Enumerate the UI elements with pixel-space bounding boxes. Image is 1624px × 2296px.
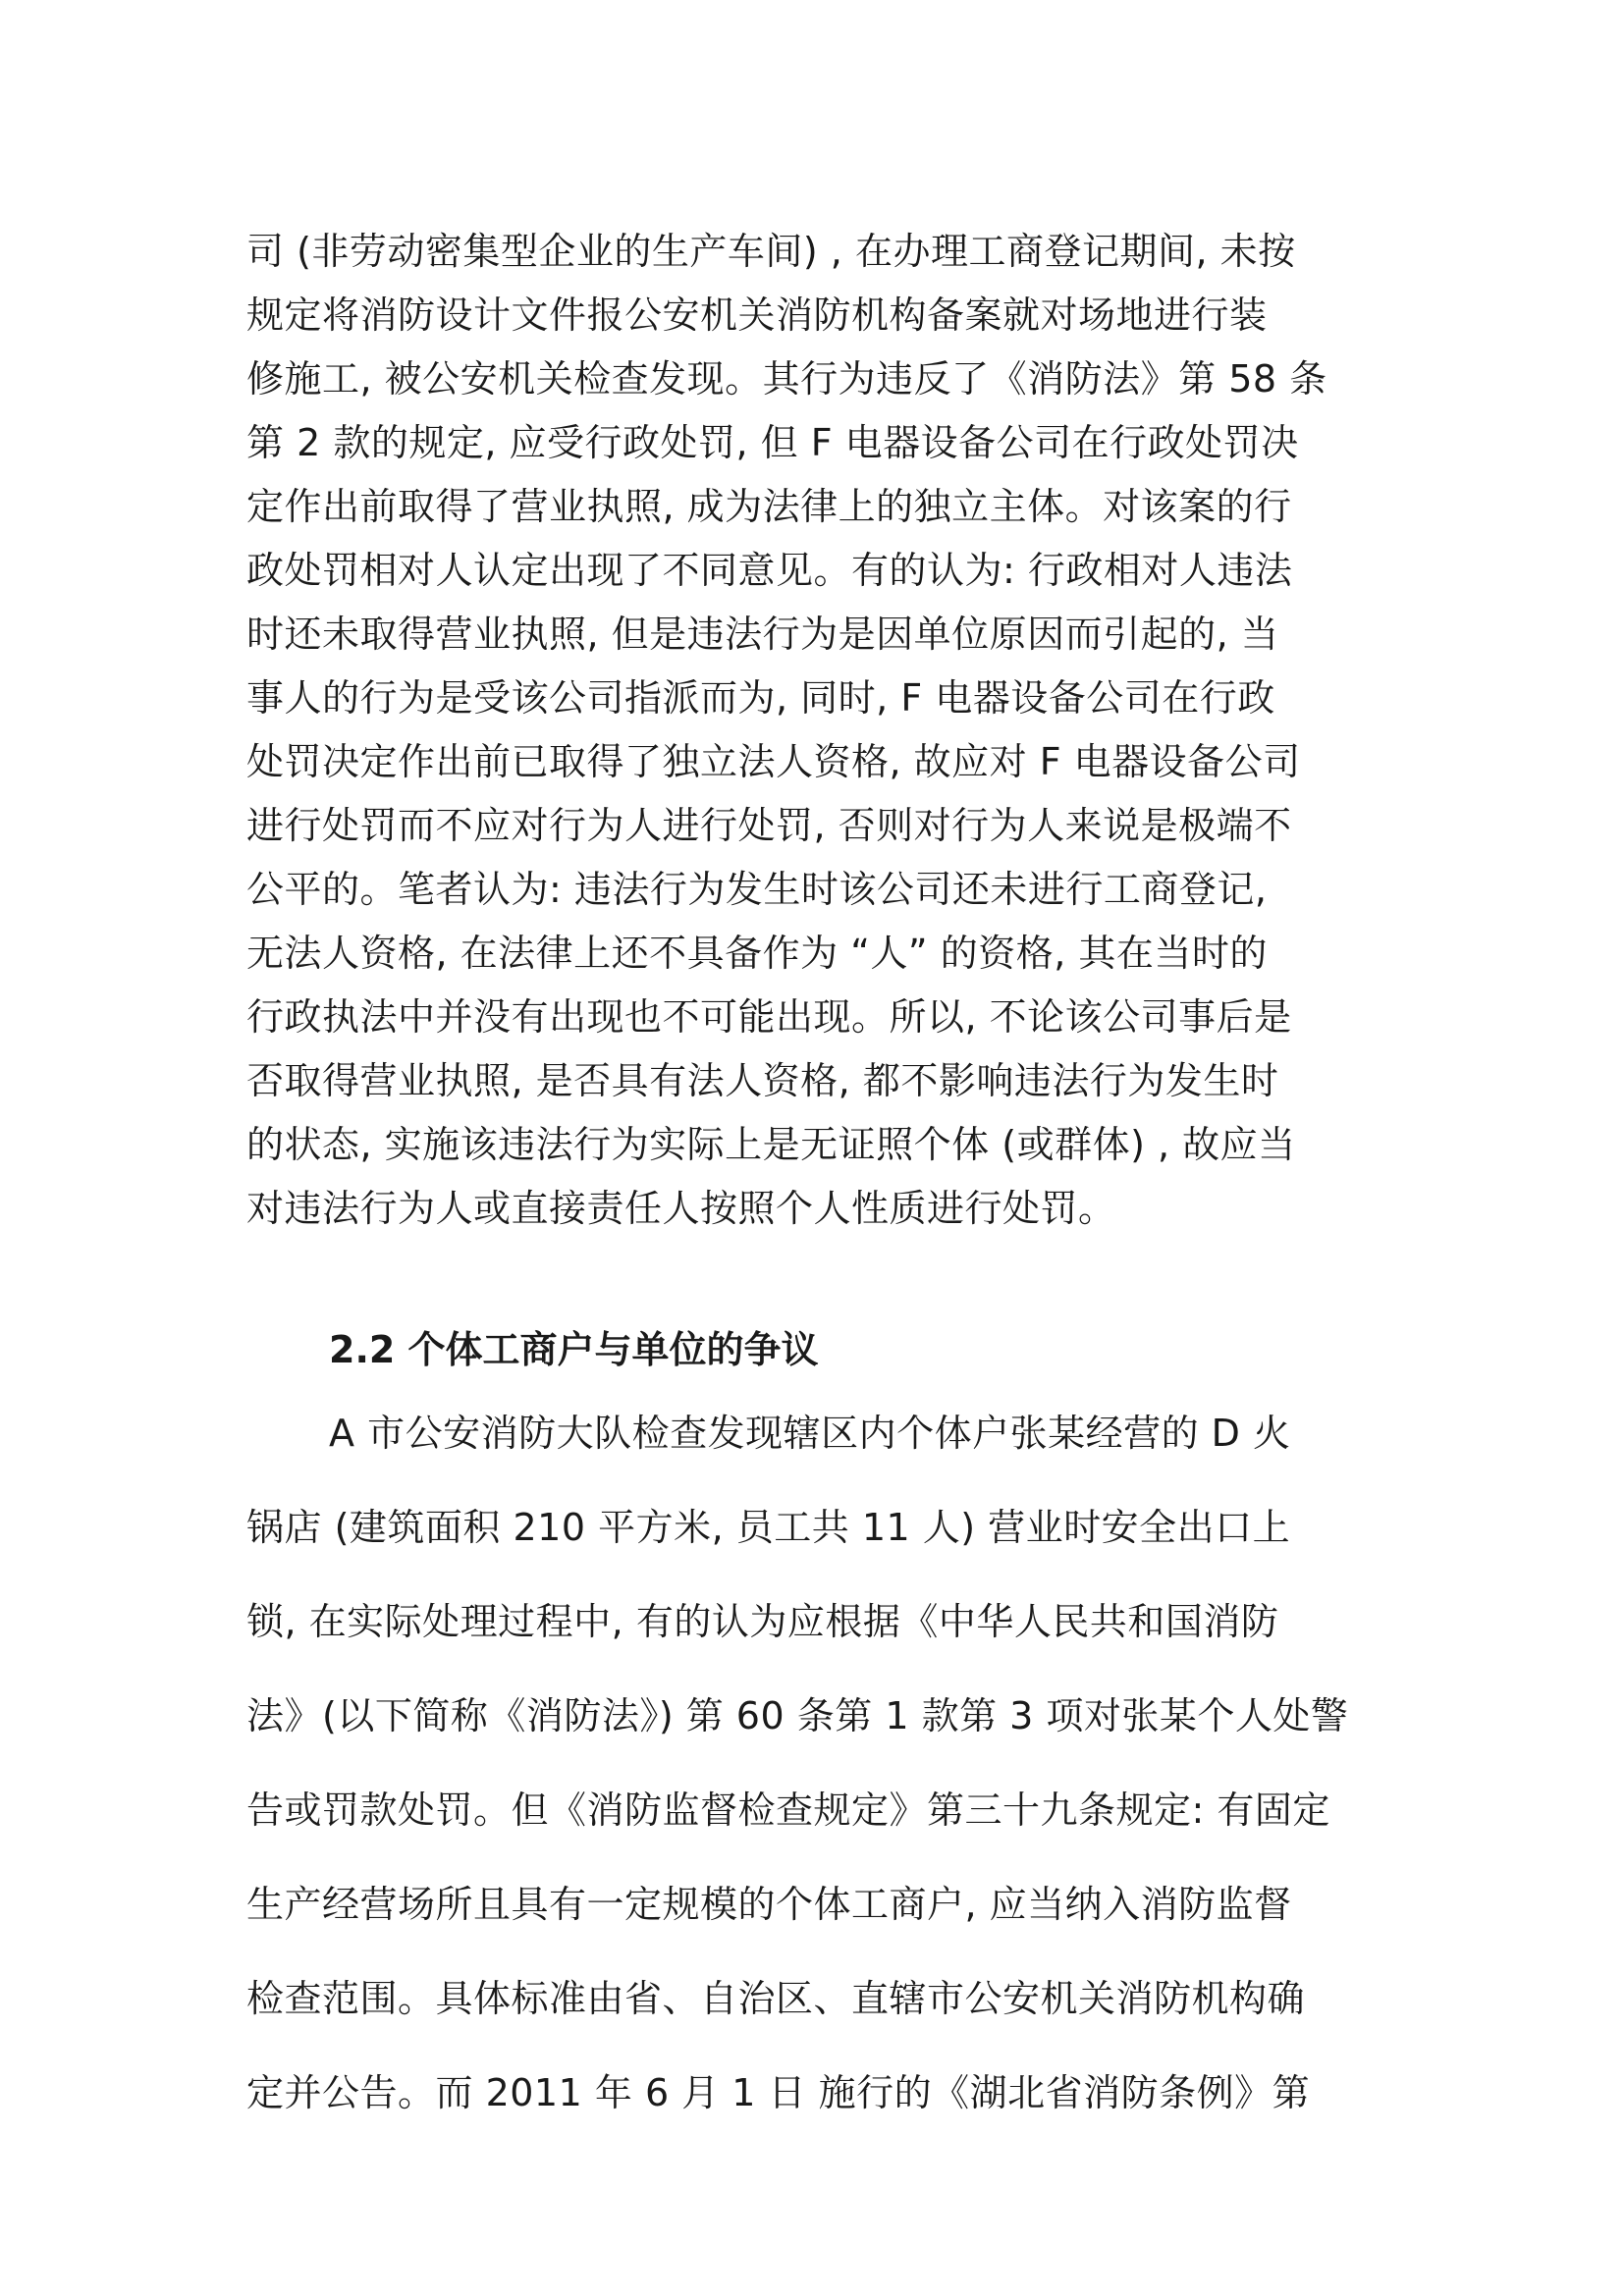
paragraph-line: 规定将消防设计文件报公安机关消防机构备案就对场地进行装 [246,294,1268,337]
paragraph-line: 检查范围。具体标准由省、自治区、直辖市公安机关消防机构确 [246,1977,1306,2020]
paragraph-line: 锅店 (建筑面积 210 平方米, 员工共 11 人) 营业时安全出口上 [246,1506,1291,1549]
paragraph-line: 时还未取得营业执照, 但是违法行为是因单位原因而引起的, 当 [246,613,1279,656]
section-heading: 2.2 个体工商户与单位的争议 [329,1328,819,1371]
paragraph-line: 生产经营场所且具有一定规模的个体工商户, 应当纳入消防监督 [246,1883,1292,1926]
paragraph-line: 修施工, 被公安机关检查发现。其行为违反了《消防法》第 58 条 [246,357,1327,400]
paragraph-line: 处罚决定作出前已取得了独立法人资格, 故应对 F 电器设备公司 [246,740,1301,783]
paragraph-line: 法》(以下简称《消防法》) 第 60 条第 1 款第 3 项对张某个人处警 [246,1694,1349,1737]
paragraph-line: 定作出前取得了营业执照, 成为法律上的独立主体。对该案的行 [246,485,1292,528]
paragraph-line: 进行处罚而不应对行为人进行处罚, 否则对行为人来说是极端不 [246,804,1292,847]
paragraph-line: 否取得营业执照, 是否具有法人资格, 都不影响违法行为发生时 [246,1059,1279,1102]
paragraph-line: 行政执法中并没有出现也不可能出现。所以, 不论该公司事后是 [246,995,1292,1039]
paragraph-line: 公平的。笔者认为: 违法行为发生时该公司还未进行工商登记, [246,868,1268,911]
paragraph-line: 第 2 款的规定, 应受行政处罚, 但 F 电器设备公司在行政处罚决 [246,421,1299,464]
paragraph-case-f-electrical [246,220,1385,1241]
paragraph-line: 告或罚款处罚。但《消防监督检查规定》第三十九条规定: 有固定 [246,1789,1330,1832]
paragraph-line: 对违法行为人或直接责任人按照个人性质进行处罚。 [246,1187,1116,1230]
paragraph-line: 的状态, 实施该违法行为实际上是无证照个体 (或群体) , 故应当 [246,1123,1296,1166]
paragraph-line: 政处罚相对人认定出现了不同意见。有的认为: 行政相对人违法 [246,549,1293,592]
paragraph-line: A 市公安消防大队检查发现辖区内个体户张某经营的 D 火 [329,1412,1291,1455]
paragraph-line: 事人的行为是受该公司指派而为, 同时, F 电器设备公司在行政 [246,676,1275,720]
paragraph-case-hotpot [246,1386,1385,2140]
paragraph-line: 定并公告。而 2011 年 6 月 1 日 施行的《湖北省消防条例》第 [246,2071,1311,2114]
paragraph-line: 锁, 在实际处理过程中, 有的认为应根据《中华人民共和国消防 [246,1600,1279,1643]
paragraph-line: 无法人资格, 在法律上还不具备作为 “人” 的资格, 其在当时的 [246,932,1268,975]
paragraph-line: 司 (非劳动密集型企业的生产车间) , 在办理工商登记期间, 未按 [246,230,1296,273]
